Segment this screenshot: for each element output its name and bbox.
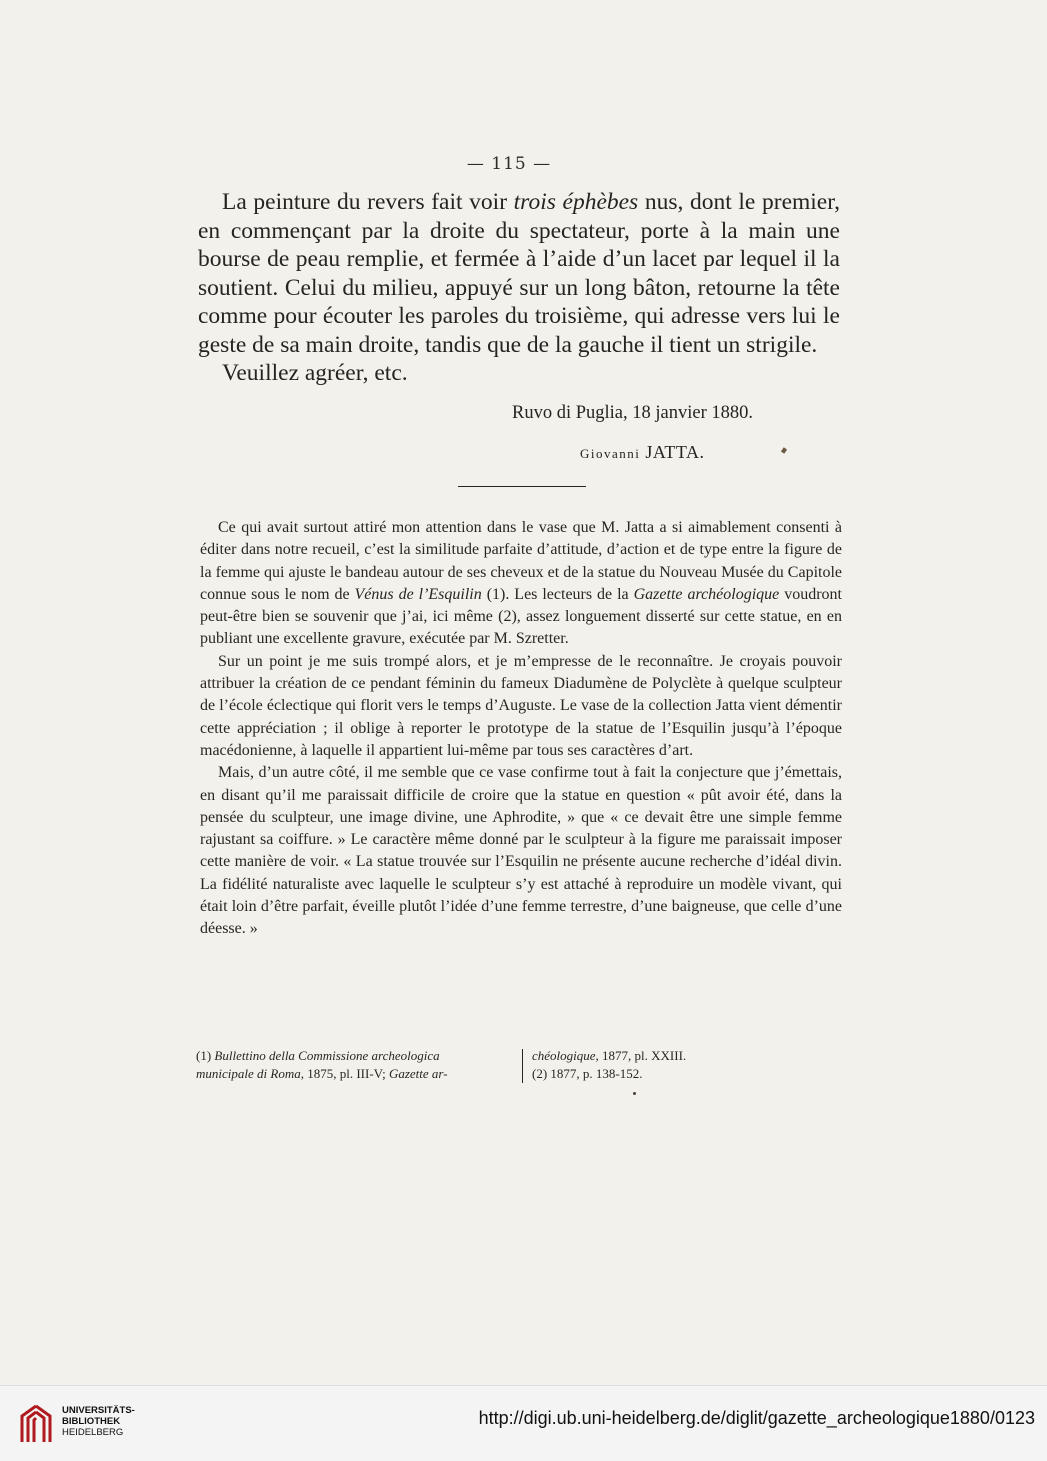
footnote-marker: (1): [196, 1048, 215, 1063]
note-text: Ce qui avait surtout attiré mon attention dans le vase que M. Jatta a si aimablement consenti à éditer dans notre recueil, c’est la similitude parfaite d’attitude, d’action et de type entre la figure de la femme qui ajuste le bandeau autour de ses cheveux et de la statue du Nouveau Musée du Capitole connue sous le nom de: [200, 519, 842, 603]
letter-paragraph: [198, 188, 840, 359]
library-name-line-2: BIBLIOTHEK: [62, 1416, 121, 1427]
ink-mark: [781, 447, 787, 453]
ink-dot: [633, 1092, 636, 1095]
footnote-italic: Gazette ar-: [388, 1066, 448, 1081]
letter-italic-phrase: trois éphèbes: [513, 189, 639, 215]
author-signature: [580, 442, 704, 463]
letter-body: [198, 188, 840, 388]
letter-text-end: nus, dont le premier, en commençant par la droite du spectateur, porte à la main une bourse de peau remplie, et fermée à l’aide d’un lacet par lequel il la soutient. Celui du milieu, appuyé sur un long bâton, retourne la tête comme pour écouter les paroles du troisième, qui adresse vers lui le geste de sa main droite, tandis que de la gauche il tient un strigile.: [198, 189, 840, 358]
library-name-line-1: UNIVERSITÄTS-: [62, 1405, 135, 1416]
viewer-footer: [0, 1385, 1047, 1461]
footnote-right-column: [532, 1047, 732, 1083]
footnote-italic: chéologique: [532, 1048, 596, 1063]
footnote-2: (2) 1877, p. 138-152.: [532, 1066, 643, 1081]
note-text: voudront peut-être bien se souvenir que j’ai, ici même (2), assez longuement disserté sur cette statue, en en publiant une excellente gravure, exécutée par M. Szretter.: [200, 585, 842, 648]
place-date: Ruvo di Puglia, 18 janvier 1880.: [512, 403, 753, 423]
note-paragraph-2: Sur un point je me suis trompé alors, et je m’empresse de le reconnaître. Je croyais pouvoir attribuer la création de ce pendant féminin du fameux Diadumène de Polyclète à quelque sculpteur de l’école éclectique qui florit vers le temps d’Auguste. Le vase de la collection Jatta vient démentir cette appréciation ; il oblige à reporter le prototype de la statue de l’Esquilin jusqu’à l’époque macédonienne, à laquelle il appartient lui-même par tous ses caractères d’art.: [200, 652, 842, 759]
section-divider: [458, 486, 586, 487]
editor-note: [200, 517, 842, 941]
page-number: — 115 —: [466, 154, 552, 174]
note-italic-title: Vénus de l’Esquilin: [354, 585, 482, 603]
author-last-name: JATTA.: [645, 442, 705, 462]
university-library-logo-icon: [16, 1402, 56, 1446]
note-text: (1). Les lecteurs de la: [481, 585, 634, 603]
note-paragraph-3: Mais, d’un autre côté, il me semble que ce vase confirme tout à fait la conjecture que j’émettais, en disant qu’il me paraissait difficile de croire que la statue en question « pût avoir été, dans la pensée du sculpteur, une image divine, une Aphrodite, » que « ce devait être une simple femme rajustant sa coiffure. » Le caractère même donné par le sculpteur à la figure me paraissait imposer cette manière de voir. « La statue trouvée sur l’Esquilin ne présente aucune recherche d’idéal divin. La fidélité naturaliste avec laquelle le sculpteur s’y est attaché à reproduire un modèle vivant, qui était loin d’être parfait, éveille plutôt l’idée d’une femme terrestre, d’une baigneuse, que celle d’une déesse. »: [200, 764, 842, 938]
footnote-1: [196, 1047, 514, 1083]
footnote-text: , 1877, pl. XXIII.: [595, 1048, 687, 1063]
library-name-line-3: HEIDELBERG: [62, 1427, 124, 1438]
footnote-1-line-2: [196, 1065, 514, 1083]
library-name: [62, 1405, 135, 1438]
footnote-1-continuation: [532, 1047, 732, 1065]
footnote-italic: Bullettino della Commissione archeologica: [214, 1048, 440, 1063]
footnote-1-line-1: [196, 1047, 514, 1065]
footnote-column-separator: [522, 1049, 523, 1083]
permalink-url[interactable]: http://digi.ub.uni-heidelberg.de/diglit/gazette_archeologique1880/0123: [478, 1408, 1035, 1428]
author-first-name: Giovanni: [580, 446, 641, 461]
letter-closing: Veuillez agréer, etc.: [222, 360, 408, 386]
note-italic-title: Gazette archéologique: [633, 585, 780, 603]
letter-text-start: La peinture du revers fait voir: [222, 189, 514, 215]
footnote-text: , 1875, pl. III-V;: [300, 1066, 389, 1081]
footnote-italic: municipale di Roma: [196, 1066, 301, 1081]
note-paragraph-1: [200, 517, 842, 651]
